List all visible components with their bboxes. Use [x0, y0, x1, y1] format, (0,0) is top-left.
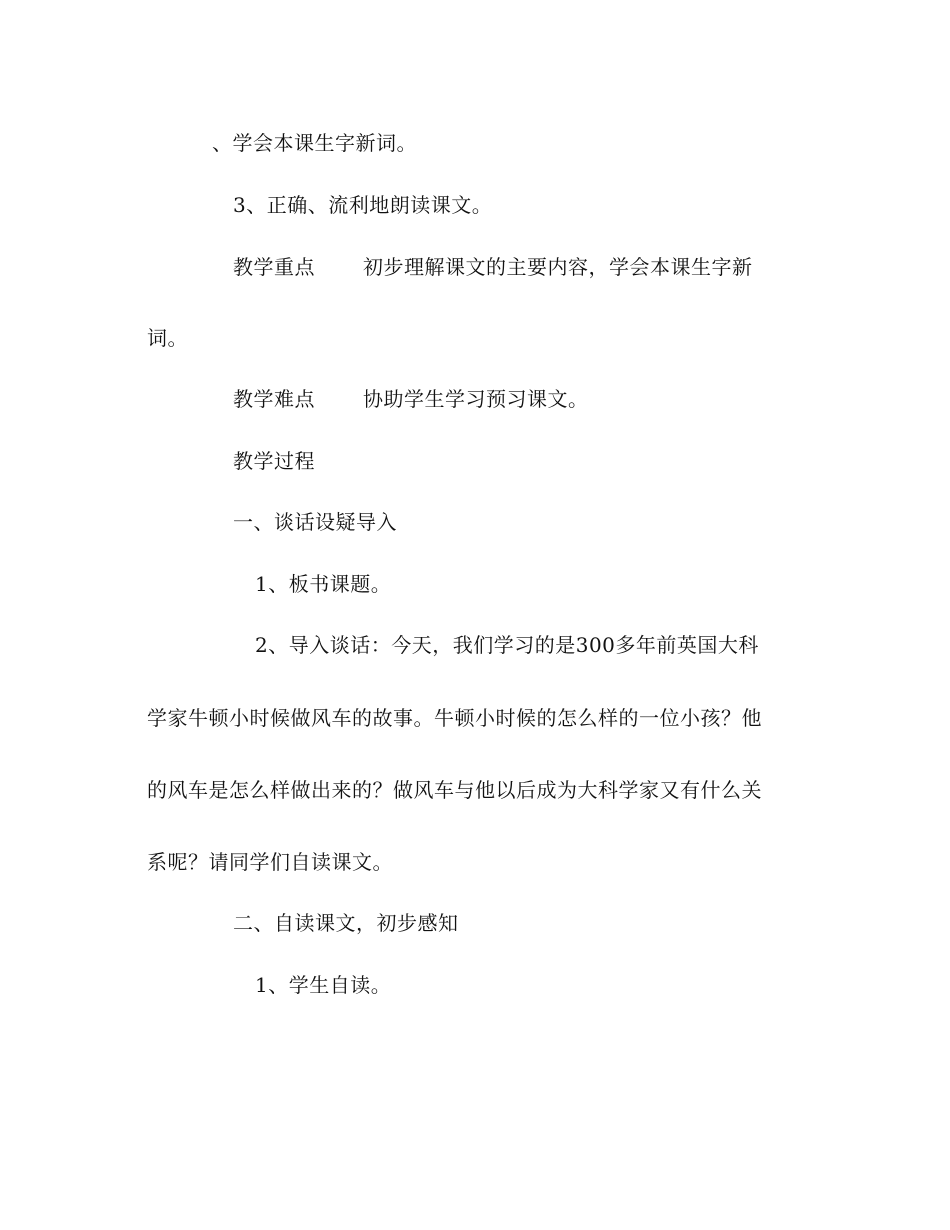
key-points-row — [233, 255, 753, 279]
paragraph-line-1: 学家牛顿小时候做风车的故事。牛顿小时候的怎么样的一位小孩？他 — [147, 706, 762, 730]
difficulty-text: 协助学生学习预习课文。 — [363, 387, 589, 411]
text-line-objective-2: 、学会本课生字新词。 — [212, 131, 417, 155]
key-points-text: 初步理解课文的主要内容，学会本课生字新 — [363, 255, 753, 279]
paragraph-line-3: 系呢？请同学们自读课文。 — [147, 850, 393, 874]
text-line-objective-3: 3、正确、流利地朗读课文。 — [233, 193, 493, 217]
section-two-heading: 二、自读课文，初步感知 — [233, 911, 459, 935]
section-one-heading: 一、谈话设疑导入 — [233, 510, 397, 534]
paragraph-line-2: 的风车是怎么样做出来的？做风车与他以后成为大科学家又有什么关 — [147, 778, 762, 802]
difficulty-label: 教学难点 — [233, 387, 315, 411]
key-points-continuation: 词。 — [147, 326, 188, 350]
step-1-1: 1、板书课题。 — [255, 572, 392, 596]
difficulty-row — [233, 387, 589, 411]
step-2-1: 1、学生自读。 — [255, 973, 392, 997]
key-points-label: 教学重点 — [233, 255, 315, 279]
teaching-process-heading: 教学过程 — [233, 449, 315, 473]
step-1-2: 2、导入谈话：今天，我们学习的是300多年前英国大科 — [255, 633, 759, 657]
